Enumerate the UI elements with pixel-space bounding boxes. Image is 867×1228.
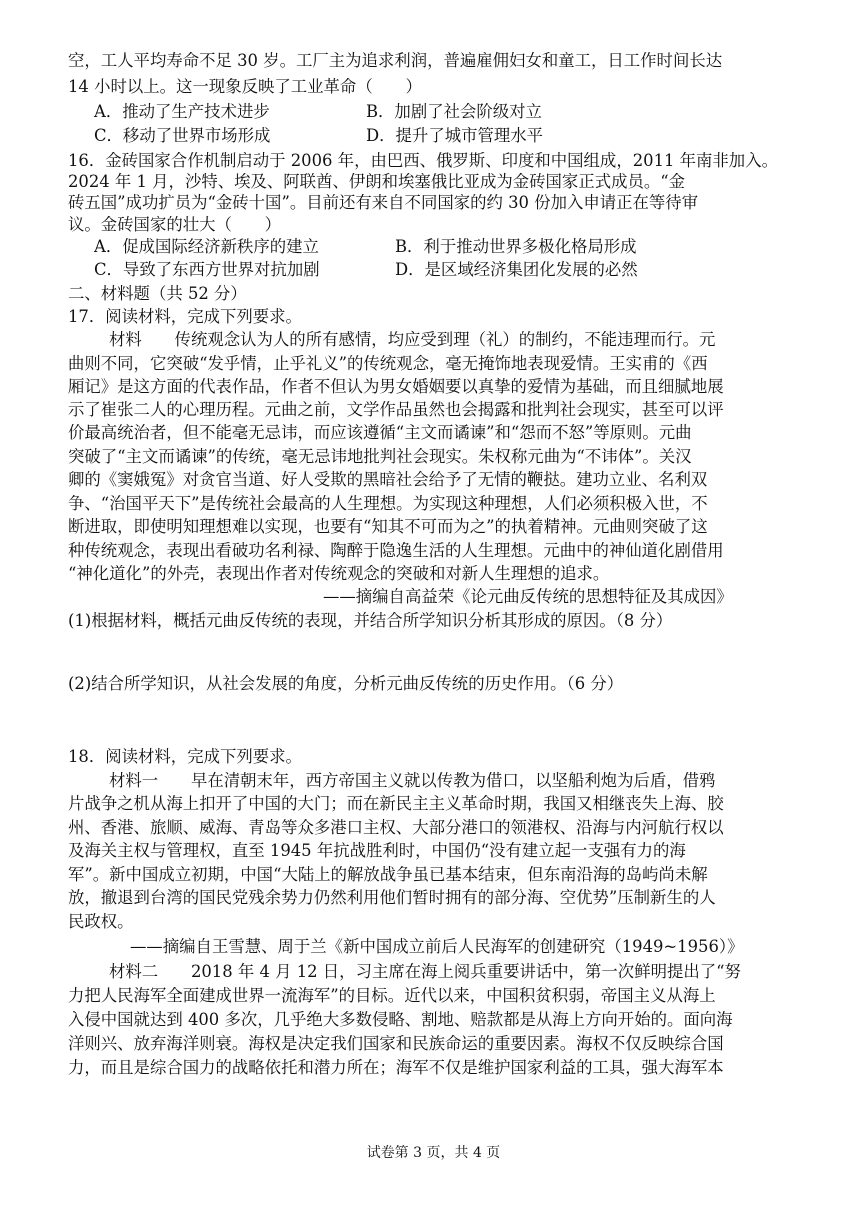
q18-material1-line: 放，撤退到台湾的国民党残余势力仍然利用他们暂时拥有的部分海、空优势”压制新生的人 [68,888,716,907]
q18-material1-line: 州、香港、旅顺、威海、青岛等众多港口主权、大部分港口的领港权、沿海与内河航行权以 [68,818,724,837]
q17-intro: 17．阅读材料，完成下列要求。 [68,307,302,326]
q16-stem-line-4: 议。金砖国家的壮大（ ） [68,215,282,234]
q18-material1-line: 片战争之机从海上扣开了中国的大门；而在新民主主义革命时期，我国又相继丧失上海、胶 [68,794,724,813]
q18-material1-line: 及海关主权与管理权，直至 1945 年抗战胜利时，中国仍“没有建立起一支强有力的海 [68,841,686,860]
q17-subquestion-1: (1)根据材料，概括元曲反传统的表现，并结合所学知识分析其形成的原因。（8 分） [68,611,673,630]
q17-material-line: 材料 传统观念认为人的所有感情，均应受到理（礼）的制约，不能违理而行。元 [109,330,716,349]
q16-stem-line-2: 2024 年 1 月，沙特、埃及、阿联酋、伊朗和埃塞俄比亚成为金砖国家正式成员。“金 [68,172,686,191]
q18-intro: 18．阅读材料，完成下列要求。 [68,747,302,766]
q17-material-line: 种传统观念，表现出看破功名利禄、陶醉于隐逸生活的人生理想。元曲中的神仙道化剧借用 [68,541,724,560]
q16-option-b: B．利于推动世界多极化格局形成 [395,237,637,256]
q16-stem-line-1: 16．金砖国家合作机制启动于 2006 年，由巴西、俄罗斯、印度和中国组成，2011 年南非加入。 [68,151,778,170]
q17-material-line: 断进取，即使明知理想难以实现，也要有“知其不可而为之”的执着精神。元曲则突破了这 [68,517,708,536]
q18-material2-line: 力把人民海军全面建成世界一流海军”的目标。近代以来，中国积贫积弱，帝国主义从海上 [68,986,716,1005]
section-heading: 二、材料题（共 52 分） [68,284,247,303]
q15-stem-line-1: 空，工人平均寿命不足 30 岁。工厂主为追求利润，普遍雇佣妇女和童工，日工作时间长达 [68,51,723,70]
q18-material2-line: 力，而且是综合国力的战略依托和潜力所在；海军不仅是维护国家利益的工具，强大海军本 [68,1058,724,1077]
q18-material2-line: 材料二 2018 年 4 月 12 日，习主席在海上阅兵重要讲话中，第一次鲜明提出了“努 [109,962,741,981]
q16-option-c: C．导致了东西方世界对抗加剧 [94,260,320,279]
q17-material-line: 厢记》是这方面的代表作品，作者不但认为男女婚姻要以真挚的爱情为基础，而且细腻地展 [68,377,724,396]
q17-material-line: 卿的《窦娥冤》对贪官当道、好人受欺的黑暗社会给予了无情的鞭挞。建功立业、名利双 [68,470,708,489]
page-footer: 试卷第 3 页，共 4 页 [366,1145,501,1161]
q18-material2-line: 入侵中国就达到 400 多次，几乎绝大多数侵略、割地、赔款都是从海上方向开始的。面向海 [68,1010,733,1029]
q17-source: ——摘编自高益荣《论元曲反传统的思想特征及其成因》 [323,587,733,606]
q17-material-line: 价最高统治者，但不能毫无忌讳，而应该遵循“主文而谲谏”和“怨而不怒”等原则。元曲 [68,423,692,442]
q16-stem-line-3: 砖五国”成功扩员为“金砖十国”。目前还有来自不同国家的约 30 份加入申请正在等待审 [68,193,699,212]
q15-option-d: D．提升了城市管理水平 [366,126,544,145]
q18-material1-line: 军”。新中国成立初期，中国“大陆上的解放战争虽已基本结束，但东南沿海的岛屿尚未解 [68,865,708,884]
q17-material-line: 争、“治国平天下”是传统社会最高的人生理想。为实现这种理想，人们必须积极入世，不 [68,494,708,513]
q17-material-line: 示了崔张二人的心理历程。元曲之前，文学作品虽然也会揭露和批判社会现实，甚至可以评 [68,400,724,419]
q18-material1-line: 民政权。 [68,912,134,931]
q15-option-b: B．加剧了社会阶级对立 [366,102,542,121]
q17-material-line: 曲则不同，它突破“发乎情，止乎礼义”的传统观念，毫无掩饰地表现爱情。王实甫的《西 [68,354,708,373]
q17-material-line: “神化道化”的外壳，表现出作者对传统观念的突破和对新人生理想的追求。 [68,564,610,583]
q15-option-c: C．移动了世界市场形成 [94,126,271,145]
q15-stem-line-2: 14 小时以上。这一现象反映了工业革命（ ） [68,77,422,96]
q18-material1-line: 材料一 早在清朝末年，西方帝国主义就以传教为借口，以坚船利炮为后盾，借鸦 [109,771,716,790]
q16-option-a: A．促成国际经济新秩序的建立 [94,237,319,256]
q18-material1-source: ——摘编自王雪慧、周于兰《新中国成立前后人民海军的创建研究（1949~1956）》 [130,937,744,956]
q18-material2-line: 洋则兴、放弃海洋则衰。海权是决定我们国家和民族命运的重要因素。海权不仅反映综合国 [68,1034,724,1053]
q17-material-line: 突破了“主文而谲谏”的传统，毫无忌讳地批判社会现实。朱权称元曲为“不讳体”。关汉 [68,447,692,466]
q16-option-d: D．是区域经济集团化发展的必然 [395,260,638,279]
q17-subquestion-2: (2)结合所学知识，从社会发展的角度，分析元曲反传统的历史作用。（6 分） [68,674,624,693]
q15-option-a: A．推动了生产技术进步 [94,102,270,121]
